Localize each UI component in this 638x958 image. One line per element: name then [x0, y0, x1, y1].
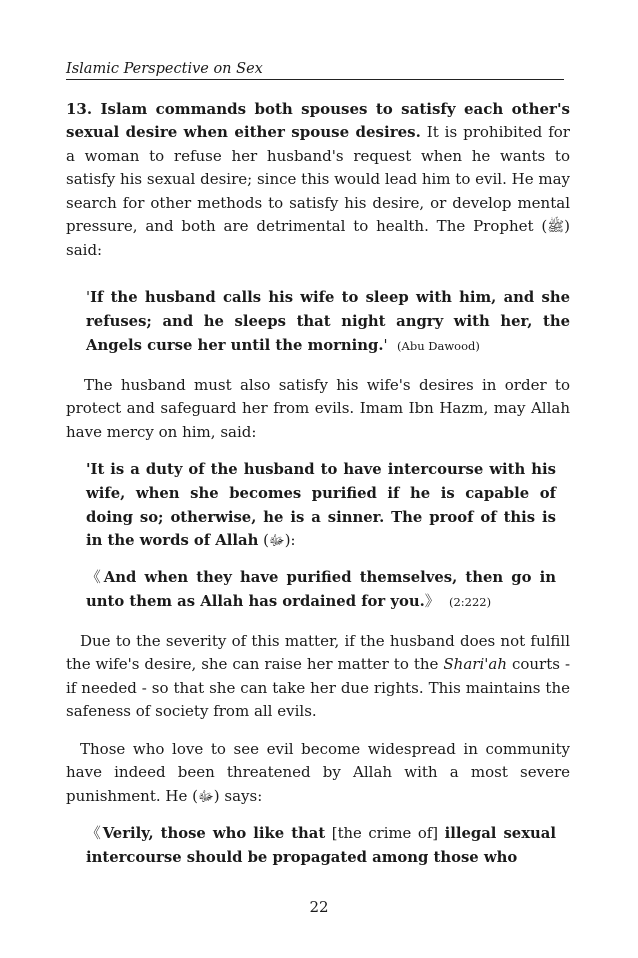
- verse-text-part2: illegal sexual intercourse should be propagated among those who: [86, 825, 556, 866]
- honorific-glyph: ﷻ: [197, 788, 214, 805]
- verse-open-bracket: 《: [86, 569, 104, 586]
- verse-open-bracket: 《: [86, 825, 103, 842]
- paragraph-tail: ) said:: [66, 217, 570, 260]
- paragraph-lead-bold: 13. Islam commands both spouses to satisfy each other's sexual desire when either spouse desires.: [66, 100, 570, 142]
- quote-open-mark: ': [86, 289, 91, 306]
- paragraph-body: Due to the severity of this matter, if the husband does not fulfill the wife's desire, she can raise her matter to the: [66, 632, 570, 674]
- paragraph-13: [66, 98, 570, 263]
- paragraph-severity: [66, 630, 570, 724]
- honorific-glyph: ﷺ: [547, 219, 565, 236]
- quran-verse-partial: [86, 822, 556, 870]
- paragraph-husband-duty: The husband must also satisfy his wife's desires in order to protect and safeguard her from evils. Imam Ibn Hazm, may Allah have mercy on him, said:: [66, 376, 570, 441]
- shariah-term: Shari'ah: [443, 655, 507, 674]
- paragraph-punishment: [66, 738, 570, 809]
- verse-text-part1: Verily, those who like that: [102, 825, 326, 842]
- verse-reference: (2:222): [449, 594, 492, 609]
- quote-paren-open: (: [258, 532, 269, 550]
- paragraph-tail: courts - if needed - so that she can take her due rights. This maintains the safeness of society from all evils.: [66, 655, 571, 721]
- paragraph-body: It is prohibited for a woman to refuse her husband's request when he wants to satisfy his sexual desire; since this would lead him to evil. He may search for other methods to satisfy his desire, or develop mental pressure, and both are detrimental to health. The Prophet (: [66, 123, 570, 236]
- honorific-glyph: ﷻ: [268, 533, 285, 550]
- verse-close-bracket: 》: [424, 592, 440, 610]
- paragraph-tail: ) says:: [213, 786, 263, 805]
- verse-text: And when they have purified themselves, then go in unto them as Allah has ordained for you.: [86, 569, 556, 610]
- page-number: 22: [309, 898, 329, 916]
- hadith-reference: (Abu Dawood): [397, 338, 480, 353]
- quran-verse-2-222: [86, 566, 556, 615]
- quote-close-mark: ': [383, 336, 388, 354]
- ibn-hazm-quote: [86, 458, 556, 554]
- ibn-hazm-text: 'It is a duty of the husband to have intercourse with his wife, when she becomes purified if he is capable of doing so; otherwise, he is a sinner. The proof of this is in the words of Allah: [86, 461, 556, 550]
- hadith-quote: [86, 286, 570, 358]
- hadith-text: If the husband calls his wife to sleep with him, and she refuses; and he sleeps that night angry with her, the Angels curse her until the morning.: [86, 289, 570, 354]
- quote-paren-close: ):: [284, 532, 296, 550]
- paragraph-body: Those who love to see evil become widespread in community have indeed been threatened by Allah with a most severe punishment. He (: [66, 740, 570, 805]
- verse-bracket-gloss: [the crime of]: [325, 825, 445, 842]
- running-header: Islamic Perspective on Sex: [66, 60, 564, 80]
